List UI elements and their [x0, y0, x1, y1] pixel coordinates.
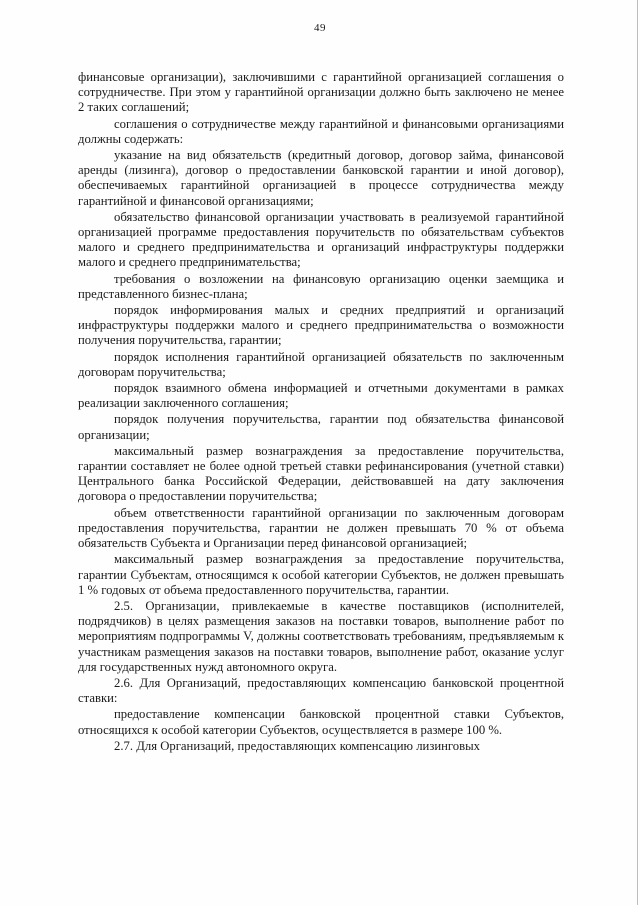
- paragraph: 2.6. Для Организаций, предоставляющих компенсацию банковской процентной ставки:: [78, 675, 564, 706]
- paragraph: порядок информирования малых и средних предприятий и организаций инфраструктуры поддержки малого и среднего предпринимательства о возможности получения поручительства, гарантии;: [78, 303, 564, 348]
- paragraph: объем ответственности гарантийной организации по заключенным договорам предоставления поручительства, гарантии не должен превышать 70 % от объема обязательств Субъекта и Организации перед финансовой организацией;: [78, 505, 564, 551]
- page-number: 49: [314, 22, 326, 34]
- paragraph: порядок получения поручительства, гарантии под обязательства финансовой организации;: [78, 412, 564, 442]
- paragraph: максимальный размер вознаграждения за предоставление поручительства, гарантии составляет не более одной третьей ставки рефинансирования (учетной ставки) Центрального банка Российской Федерации, действовавшей на дату заключения договора о предоставлении поручительства;: [78, 443, 564, 504]
- paragraph: указание на вид обязательств (кредитный договор, договор займа, финансовой аренды (лизинга), договор о предоставлении банковской гарантии и иной договор), обеспечиваемых гарантийной организацией в процессе сотрудничества между гарантийной и финансовой организациями;: [78, 148, 564, 208]
- paragraph: порядок взаимного обмена информацией и отчетными документами в рамках реализации заключенного соглашения;: [78, 381, 564, 411]
- page-edge: [637, 0, 638, 905]
- document-body: [78, 70, 564, 755]
- paragraph: максимальный размер вознаграждения за предоставление поручительства, гарантии Субъектам, относящимся к особой категории Субъектов, не должен превышать 1 % годовых от объема предоставленного поручительства, гарантии.: [78, 552, 564, 597]
- paragraph: требования о возложении на финансовую организацию оценки заемщика и представленного бизнес-плана;: [78, 271, 564, 301]
- paragraph: финансовые организации), заключившими с гарантийной организацией соглашения о сотрудничестве. При этом у гарантийной организации должно быть заключено не менее 2 таких соглашений;: [78, 70, 564, 115]
- paragraph: предоставление компенсации банковской процентной ставки Субъектов, относящихся к особой категории Субъектов, осуществляется в размере 100 %.: [78, 707, 564, 737]
- paragraph: 2.5. Организации, привлекаемые в качестве поставщиков (исполнителей, подрядчиков) в целях размещения заказов на поставки товаров, выполнение работ по мероприятиям подпрограммы V, должны соответствовать требованиям, предъявляемым к участникам размещения заказов на поставки товаров, выполнение работ, оказание услуг для государственных нужд автономного округа.: [78, 598, 564, 674]
- paragraph: 2.7. Для Организаций, предоставляющих компенсацию лизинговых: [114, 738, 481, 753]
- paragraph: порядок исполнения гарантийной организацией обязательств по заключенным договорам поручительства;: [78, 349, 564, 379]
- paragraph: соглашения о сотрудничестве между гарантийной и финансовыми организациями должны содержать:: [78, 116, 564, 146]
- paragraph: обязательство финансовой организации участвовать в реализуемой гарантийной организацией программе предоставления поручительств по обязательствам субъектов малого и среднего предпринимательства и организаций инфраструктуры поддержки малого и среднего предпринимательства;: [78, 209, 564, 270]
